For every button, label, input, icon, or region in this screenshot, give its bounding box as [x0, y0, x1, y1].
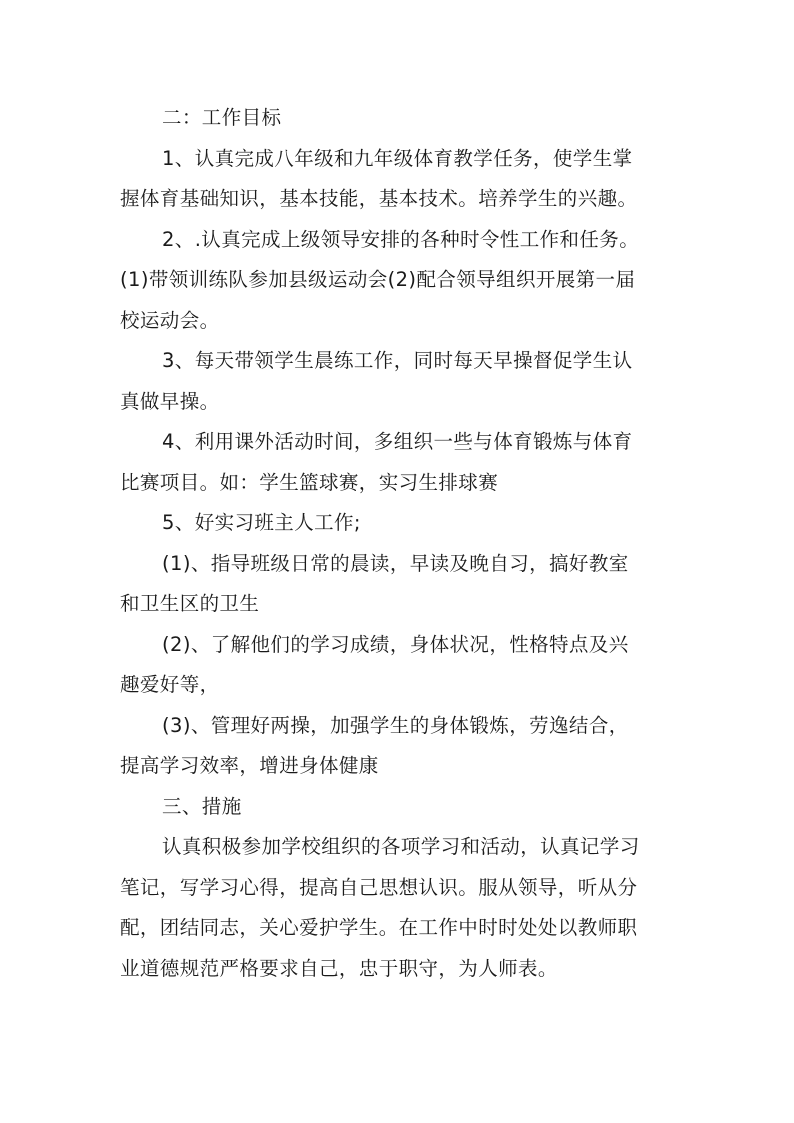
heading-text: 三、措施 — [162, 794, 242, 818]
paragraph-item-1 — [120, 139, 680, 220]
paragraph-line: 真做早操。 — [120, 389, 220, 413]
paragraph-sub-2 — [120, 625, 680, 706]
paragraph-sub-1 — [120, 544, 680, 625]
paragraph-item-3 — [120, 341, 680, 422]
paragraph-line: 4、利用课外活动时间，多组织一些与体育锻炼与体育 — [162, 430, 633, 453]
paragraph-measures — [120, 827, 680, 989]
paragraph-line: 3、每天带领学生晨练工作，同时每天早操督促学生认 — [162, 349, 633, 372]
paragraph-line: 比赛项目。如：学生篮球赛，实习生排球赛 — [120, 470, 499, 494]
heading-text: 二：工作目标 — [162, 106, 282, 129]
paragraph-line: 认真积极参加学校组织的各项学习和活动，认真记学习 — [162, 835, 640, 858]
paragraph-line: (1)、指导班级日常的晨读，早读及晚自习，搞好教室 — [162, 551, 629, 575]
section-three-heading — [120, 787, 680, 828]
paragraph-line: 2、.认真完成上级领导安排的各种时令性工作和任务。 — [162, 227, 640, 251]
document-body — [120, 98, 680, 989]
paragraph-line: 业道德规范严格要求自己，忠于职守，为人师表。 — [120, 956, 558, 980]
paragraph-line: 配，团结同志，关心爱护学生。在工作中时时处处以教师职 — [120, 916, 638, 939]
paragraph-line: (2)、了解他们的学习成绩，身体状况，性格特点及兴 — [162, 632, 629, 656]
paragraph-line: 笔记，写学习心得，提高自己思想认识。服从领导，听从分 — [120, 875, 638, 899]
paragraph-line: 5、好实习班主人工作; — [162, 511, 361, 534]
paragraph-line: 趣爱好等， — [120, 673, 220, 696]
paragraph-item-4 — [120, 422, 680, 503]
paragraph-item-5 — [120, 503, 680, 544]
paragraph-line: 校运动会。 — [120, 308, 220, 332]
paragraph-line: 握体育基础知识，基本技能，基本技术。培养学生的兴趣。 — [120, 187, 638, 210]
paragraph-sub-3 — [120, 706, 680, 787]
paragraph-line: (3)、管理好两操，加强学生的身体锻炼，劳逸结合， — [162, 713, 629, 737]
paragraph-line: 提高学习效率，增进身体健康 — [120, 754, 379, 777]
paragraph-line: 1、认真完成八年级和九年级体育教学任务，使学生掌 — [162, 146, 633, 170]
paragraph-item-2 — [120, 220, 680, 342]
paragraph-line: 和卫生区的卫生 — [120, 592, 260, 615]
paragraph-line: (1)带领训练队参加县级运动会(2)配合领导组织开展第一届 — [120, 268, 636, 291]
section-two-heading — [120, 98, 680, 139]
